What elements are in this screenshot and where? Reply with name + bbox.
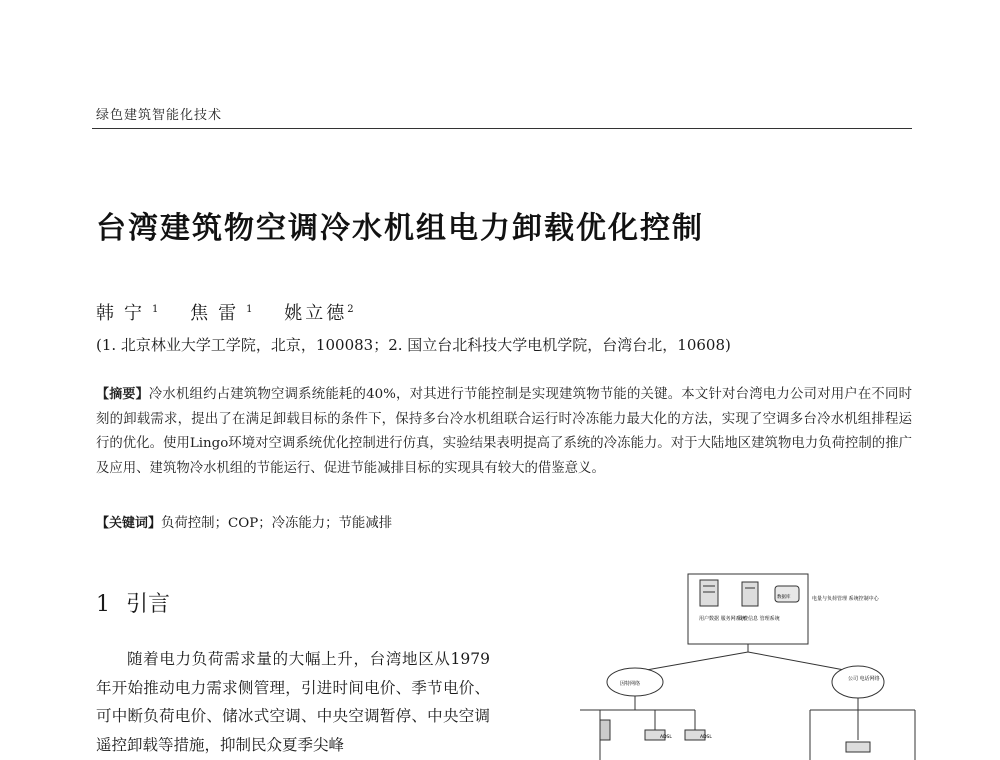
- network-diagram-figure: [580, 570, 925, 760]
- abstract-text: 冷水机组约占建筑物空调系统能耗的40%，对其进行节能控制是实现建筑物节能的关键。本文针对台湾电力公司对用户在不同时刻的卸载需求，提出了在满足卸载目标的条件下，保持多台冷水机组联合运行时冷冻能力最大化的方法，实现了空调多台冷水机组排程运行的优化。使用Lingo环境对空调系统优化控制进行仿真，实验结果表明提高了系统的冷冻能力。对于大陆地区建筑物电力负荷控制的推广及应用、建筑物冷水机组的节能运行、促进节能减排目标的实现具有较大的借鉴意义。: [96, 387, 912, 476]
- keywords-text: 负荷控制；COP；冷冻能力；节能减排: [161, 516, 393, 531]
- keywords-label: 【关键词】: [96, 516, 162, 531]
- author-list: [96, 299, 380, 325]
- section-1-number: 1: [96, 592, 110, 617]
- user-server-icon: [700, 580, 718, 606]
- abstract: [96, 383, 912, 481]
- section-1-heading: [96, 587, 170, 618]
- control-center-label: 电量与负荷管理 系统控制中心: [812, 596, 879, 602]
- meter-device-icon: [600, 720, 610, 740]
- section-1-paragraph: 随着电力负荷需求量的大幅上升，台湾地区从1979年开始推动电力需求侧管理，引进时间电价、季节电价、可中断负荷电价、储冰式空调、中央空调暂停、中央空调遥控卸载等措施，抑制民众夏季尖峰: [96, 650, 490, 754]
- author-2: [190, 303, 252, 324]
- author-3-name: 姚立德: [284, 303, 348, 324]
- internet-cloud-icon: [607, 668, 663, 696]
- author-1-affil: 1: [152, 304, 159, 315]
- author-3-affil: 2: [347, 304, 354, 315]
- header-divider: [92, 128, 912, 129]
- billing-server-icon: [742, 582, 758, 606]
- database-label: 数据库: [777, 595, 791, 600]
- user-server-label: 用户数据 服务网系统: [699, 616, 746, 622]
- author-2-affil: 1: [246, 304, 253, 315]
- keywords: [96, 512, 392, 531]
- adsl-modem-icon-2: [685, 730, 712, 740]
- remote-terminal-icon: [846, 742, 870, 752]
- author-1-name: 韩宁: [96, 303, 152, 324]
- paper-title: 台湾建筑物空调冷水机组电力卸载优化控制: [96, 211, 704, 246]
- adsl-modem-icon: [645, 730, 672, 740]
- section-1-title: 引言: [126, 592, 171, 617]
- adsl-label-2: ADSL: [700, 735, 712, 740]
- internet-label: 因特网络: [620, 681, 641, 687]
- abstract-label: 【摘要】: [96, 387, 149, 402]
- author-1: [96, 303, 158, 324]
- affiliations: (1. 北京林业大学工学院，北京，100083；2. 国立台北科技大学电机学院，台湾台北，10608): [96, 336, 731, 354]
- private-network-cloud-icon: [832, 666, 884, 698]
- author-3: [284, 303, 353, 324]
- adsl-label-1: ADSL: [660, 735, 672, 740]
- journal-section-header: 绿色建筑智能化技术: [96, 108, 223, 123]
- billing-server-label: 发费信息 管理系统: [738, 616, 780, 622]
- private-net-label: 公司 电话网络: [848, 676, 880, 682]
- author-2-name: 焦雷: [190, 303, 247, 324]
